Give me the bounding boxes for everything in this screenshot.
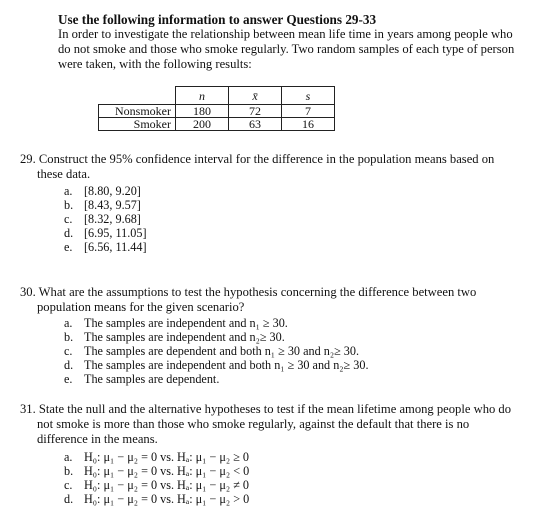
option-letter: d. [64, 492, 74, 506]
section-heading: Use the following information to answer Questions 29-33 [58, 12, 377, 27]
table-corner-cell [99, 87, 176, 105]
q29-option-c[interactable] [64, 213, 141, 226]
q29-option-e[interactable] [64, 241, 147, 254]
question-29-line-1: 29. Construct the 95% confidence interval for the difference in the population means based on [20, 152, 495, 166]
option-letter: c. [64, 478, 73, 492]
q29-option-d[interactable] [64, 227, 147, 240]
q30-option-e[interactable] [64, 373, 219, 386]
option-letter: e. [64, 372, 73, 386]
cell-n: 180 [176, 105, 229, 118]
data-table [98, 86, 335, 131]
q30-option-a[interactable] [64, 317, 288, 330]
option-text: H₀: μ₁ − μ₂ = 0 vs. Hₐ: μ₁ − μ₂ ≥ 0 [84, 450, 250, 464]
option-text: [8.43, 9.57] [84, 198, 141, 212]
option-text: [8.80, 9.20] [84, 184, 141, 198]
q30-option-b[interactable] [64, 331, 285, 344]
q29-option-a[interactable] [64, 185, 141, 198]
intro-line-3: were taken, with the following results: [58, 57, 252, 71]
option-text: The samples are independent and both n₁ ≥ 30 and n₂≥ 30. [84, 358, 369, 372]
option-letter: b. [64, 330, 74, 344]
question-31-line-1: 31. State the null and the alternative hypotheses to test if the mean lifetime among people who do [20, 402, 512, 416]
q30-option-d[interactable] [64, 359, 369, 372]
q31-option-a[interactable] [64, 451, 249, 464]
option-letter: e. [64, 240, 73, 254]
option-letter: d. [64, 226, 74, 240]
q31-option-d[interactable] [64, 493, 249, 506]
intro-line-2: do not smoke and those who smoke regularly. Two random samples of each type of person [58, 42, 515, 56]
option-letter: a. [64, 450, 73, 464]
option-letter: a. [64, 184, 73, 198]
option-text: The samples are independent and n₂≥ 30. [84, 330, 285, 344]
option-text: [6.56, 11.44] [84, 240, 147, 254]
row-label-smoker: Smoker [99, 118, 176, 131]
option-text: The samples are independent and n₁ ≥ 30. [84, 316, 288, 330]
cell-n: 200 [176, 118, 229, 131]
cell-xbar: 63 [229, 118, 282, 131]
question-31-line-3: difference in the means. [37, 432, 158, 446]
question-30-line-1: 30. What are the assumptions to test the hypothesis concerning the difference between two [20, 285, 477, 299]
row-label-nonsmoker: Nonsmoker [99, 105, 176, 118]
table-row [99, 118, 335, 131]
table-header-row [99, 87, 335, 105]
q31-option-c[interactable] [64, 479, 249, 492]
option-text: [8.32, 9.68] [84, 212, 141, 226]
cell-xbar: 72 [229, 105, 282, 118]
question-29-line-2: these data. [37, 167, 91, 181]
q31-option-b[interactable] [64, 465, 249, 478]
cell-s: 7 [282, 105, 335, 118]
option-text: H₀: μ₁ − μ₂ = 0 vs. Hₐ: μ₁ − μ₂ < 0 [84, 464, 250, 478]
header-n: n [176, 87, 229, 105]
option-text: [6.95, 11.05] [84, 226, 147, 240]
option-text: The samples are dependent and both n₁ ≥ 30 and n₂≥ 30. [84, 344, 360, 358]
option-letter: b. [64, 198, 74, 212]
option-letter: c. [64, 212, 73, 226]
header-s: s [282, 87, 335, 105]
q30-option-c[interactable] [64, 345, 359, 358]
question-30-line-2: population means for the given scenario? [37, 300, 245, 314]
q29-option-b[interactable] [64, 199, 141, 212]
option-letter: d. [64, 358, 74, 372]
option-text: H₀: μ₁ − μ₂ = 0 vs. Hₐ: μ₁ − μ₂ > 0 [84, 492, 250, 506]
intro-line-1: In order to investigate the relationship between mean life time in years among people who [58, 27, 513, 41]
cell-s: 16 [282, 118, 335, 131]
question-31-line-2: not smoke is more than those who smoke regularly, against the default that there is no [37, 417, 470, 431]
option-letter: b. [64, 464, 74, 478]
header-xbar: x̄ [229, 87, 282, 105]
option-text: H₀: μ₁ − μ₂ = 0 vs. Hₐ: μ₁ − μ₂ ≠ 0 [84, 478, 250, 492]
option-letter: a. [64, 316, 73, 330]
option-letter: c. [64, 344, 73, 358]
option-text: The samples are dependent. [84, 372, 220, 386]
table-row [99, 105, 335, 118]
